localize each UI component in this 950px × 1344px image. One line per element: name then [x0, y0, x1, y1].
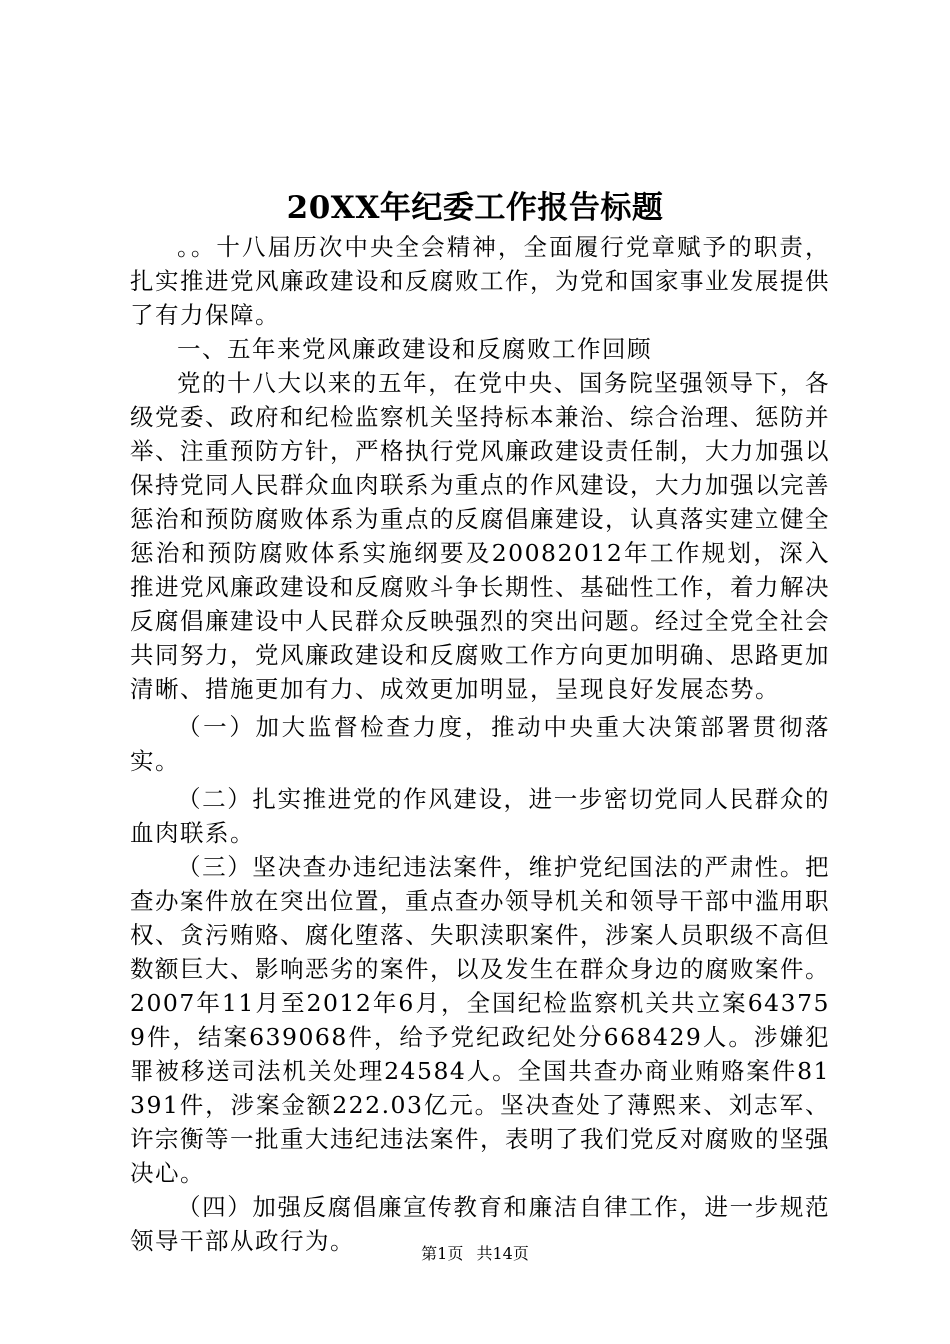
subsection-1: （一）加大监督检查力度，推动中央重大决策部署贯彻落实。 — [130, 713, 830, 775]
intro-paragraph: 。。十八届历次中央全会精神，全面履行党章赋予的职责，扎实推进党风廉政建设和反腐败工作，为党和国家事业发展提供了有力保障。 — [130, 233, 830, 329]
page-footer — [0, 1243, 950, 1265]
page-count: 共14页 — [476, 1244, 529, 1263]
subsection-2: （二）扎实推进党的作风建设，进一步密切党同人民群众的血肉联系。 — [130, 785, 830, 847]
review-paragraph: 党的十八大以来的五年，在党中央、国务院坚强领导下，各级党委、政府和纪检监察机关坚持标本兼治、综合治理、惩防并举、注重预防方针，严格执行党风廉政建设责任制，大力加强以保持党同人民群众血肉联系为重点的作风建设，大力加强以完善惩治和预防腐败体系为重点的反腐倡廉建设，认真落实建立健全惩治和预防腐败体系实施纲要及20082012年工作规划，深入推进党风廉政建设和反腐败斗争长期性、基础性工作，着力解决反腐倡廉建设中人民群众反映强烈的突出问题。经过全党全社会共同努力，党风廉政建设和反腐败工作方向更加明确、思路更加清晰、措施更加有力、成效更加明显，呈现良好发展态势。 — [130, 369, 830, 703]
document-title: 20XX年纪委工作报告标题 — [286, 190, 664, 226]
subsection-3: （三）坚决查办违纪违法案件，维护党纪国法的严肃性。把查办案件放在突出位置，重点查办领导机关和领导干部中滥用职权、贪污贿赂、腐化堕落、失职渎职案件，涉案人员职级不高但数额巨大、影响恶劣的案件，以及发生在群众身边的腐败案件。2007年11月至2012年6月，全国纪检监察机关共立案643759件，结案639068件，给予党纪政纪处分668429人。涉嫌犯罪被移送司法机关处理24584人。全国共查办商业贿赂案件81391件，涉案金额222.03亿元。坚决查处了薄熙来、刘志军、许宗衡等一批重大违纪违法案件，表明了我们党反对腐败的坚强决心。 — [130, 853, 830, 1187]
document-body — [130, 230, 830, 1258]
subsection-4: （四）加强反腐倡廉宣传教育和廉洁自律工作，进一步规范领导干部从政行为。 — [130, 1193, 830, 1255]
section-heading: 一、五年来党风廉政建设和反腐败工作回顾 — [177, 335, 652, 363]
page-number: 第1页 — [421, 1244, 464, 1263]
